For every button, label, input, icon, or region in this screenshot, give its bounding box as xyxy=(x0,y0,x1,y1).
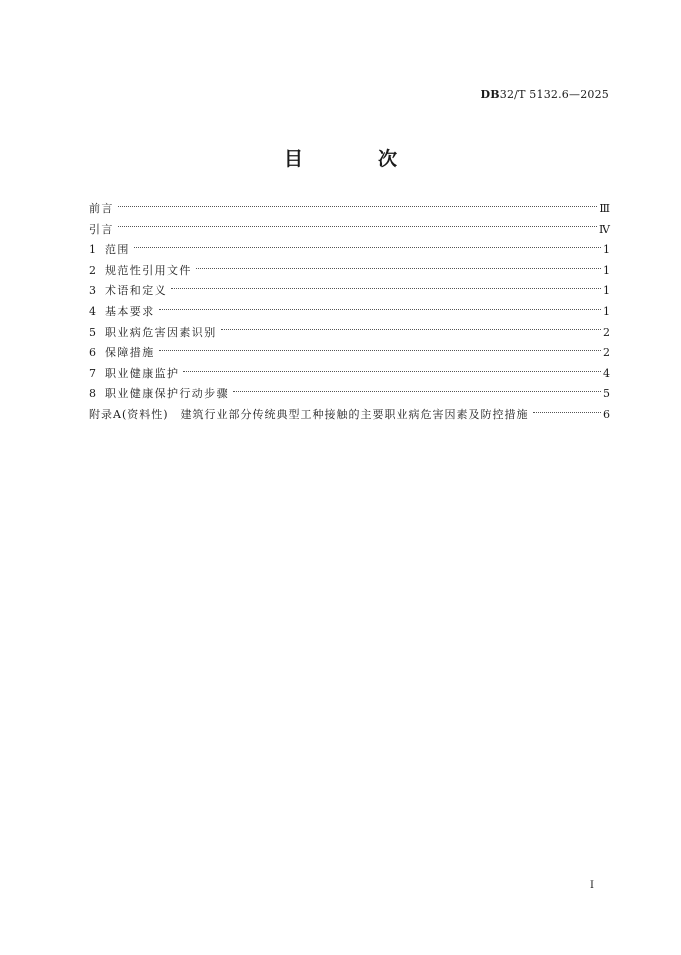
toc-entry-number: 3 xyxy=(89,284,96,298)
toc-leader-dots xyxy=(159,350,601,351)
toc-entry-label: 基本要求 xyxy=(105,304,155,318)
toc-entry-number: 8 xyxy=(89,387,96,401)
toc-entry-page: Ⅲ xyxy=(599,202,610,215)
toc-leader-dots xyxy=(221,329,601,330)
toc-entry-label: 范围 xyxy=(105,243,130,257)
toc-leader-dots xyxy=(159,309,601,310)
toc-entry-introduction[interactable] xyxy=(89,220,610,241)
toc-entry-number: 1 xyxy=(89,243,96,257)
toc-entry-label: 保障措施 xyxy=(105,346,155,360)
toc-leader-dots xyxy=(196,268,601,269)
toc-entry-health-surveillance[interactable] xyxy=(89,364,610,385)
toc-entry-label: 术语和定义 xyxy=(105,284,167,298)
toc-entry-number: 7 xyxy=(89,366,96,380)
toc-entry-page: 5 xyxy=(603,387,610,401)
toc-leader-dots xyxy=(183,371,601,372)
toc-entry-label: 职业病危害因素识别 xyxy=(105,325,217,339)
page-number: Ⅰ xyxy=(590,880,594,891)
toc-entry-page: 4 xyxy=(603,366,610,380)
toc-entry-action-steps[interactable] xyxy=(89,384,610,405)
standard-code-prefix: DB xyxy=(480,88,500,101)
toc-entry-page: 2 xyxy=(603,346,610,360)
toc-entry-hazard-identification[interactable] xyxy=(89,323,610,344)
toc-entry-page: 1 xyxy=(603,304,610,318)
toc-leader-dots xyxy=(233,391,601,392)
toc-entry-number: 4 xyxy=(89,304,96,318)
toc-title: 目 次 xyxy=(283,148,425,170)
toc-entry-normative-references[interactable] xyxy=(89,261,610,282)
toc-leader-dots xyxy=(533,412,601,413)
toc-leader-dots xyxy=(118,226,597,227)
toc-entry-terms-definitions[interactable] xyxy=(89,281,610,302)
toc-leader-dots xyxy=(118,206,598,207)
toc-entry-page: 2 xyxy=(603,325,610,339)
toc-entry-page: Ⅳ xyxy=(599,222,610,236)
standard-code xyxy=(481,88,609,101)
toc-entry-label: 引言 xyxy=(89,222,114,236)
toc-entry-safeguard-measures[interactable] xyxy=(89,343,610,364)
table-of-contents xyxy=(89,199,610,426)
toc-entry-label: 附录A(资料性) 建筑行业部分传统典型工种接触的主要职业病危害因素及防控措施 xyxy=(89,407,529,421)
toc-entry-number: 5 xyxy=(89,325,96,339)
toc-leader-dots xyxy=(171,288,601,289)
toc-entry-page: 1 xyxy=(603,243,610,257)
toc-entry-scope[interactable] xyxy=(89,240,610,261)
toc-entry-number: 2 xyxy=(89,263,96,277)
toc-entry-page: 1 xyxy=(603,263,610,277)
toc-entry-page: 6 xyxy=(603,407,610,421)
toc-entry-label: 前言 xyxy=(89,202,114,215)
toc-entry-label: 职业健康监护 xyxy=(105,366,180,380)
toc-entry-foreword[interactable] xyxy=(89,199,610,220)
toc-entry-label: 规范性引用文件 xyxy=(105,263,192,277)
toc-leader-dots xyxy=(134,247,601,248)
toc-entry-basic-requirements[interactable] xyxy=(89,302,610,323)
toc-entry-appendix-a[interactable] xyxy=(89,405,610,426)
standard-code-number: 32/T 5132.6—2025 xyxy=(499,88,609,101)
toc-entry-number: 6 xyxy=(89,346,96,360)
toc-entry-label: 职业健康保护行动步骤 xyxy=(105,387,229,401)
toc-entry-page: 1 xyxy=(603,284,610,298)
